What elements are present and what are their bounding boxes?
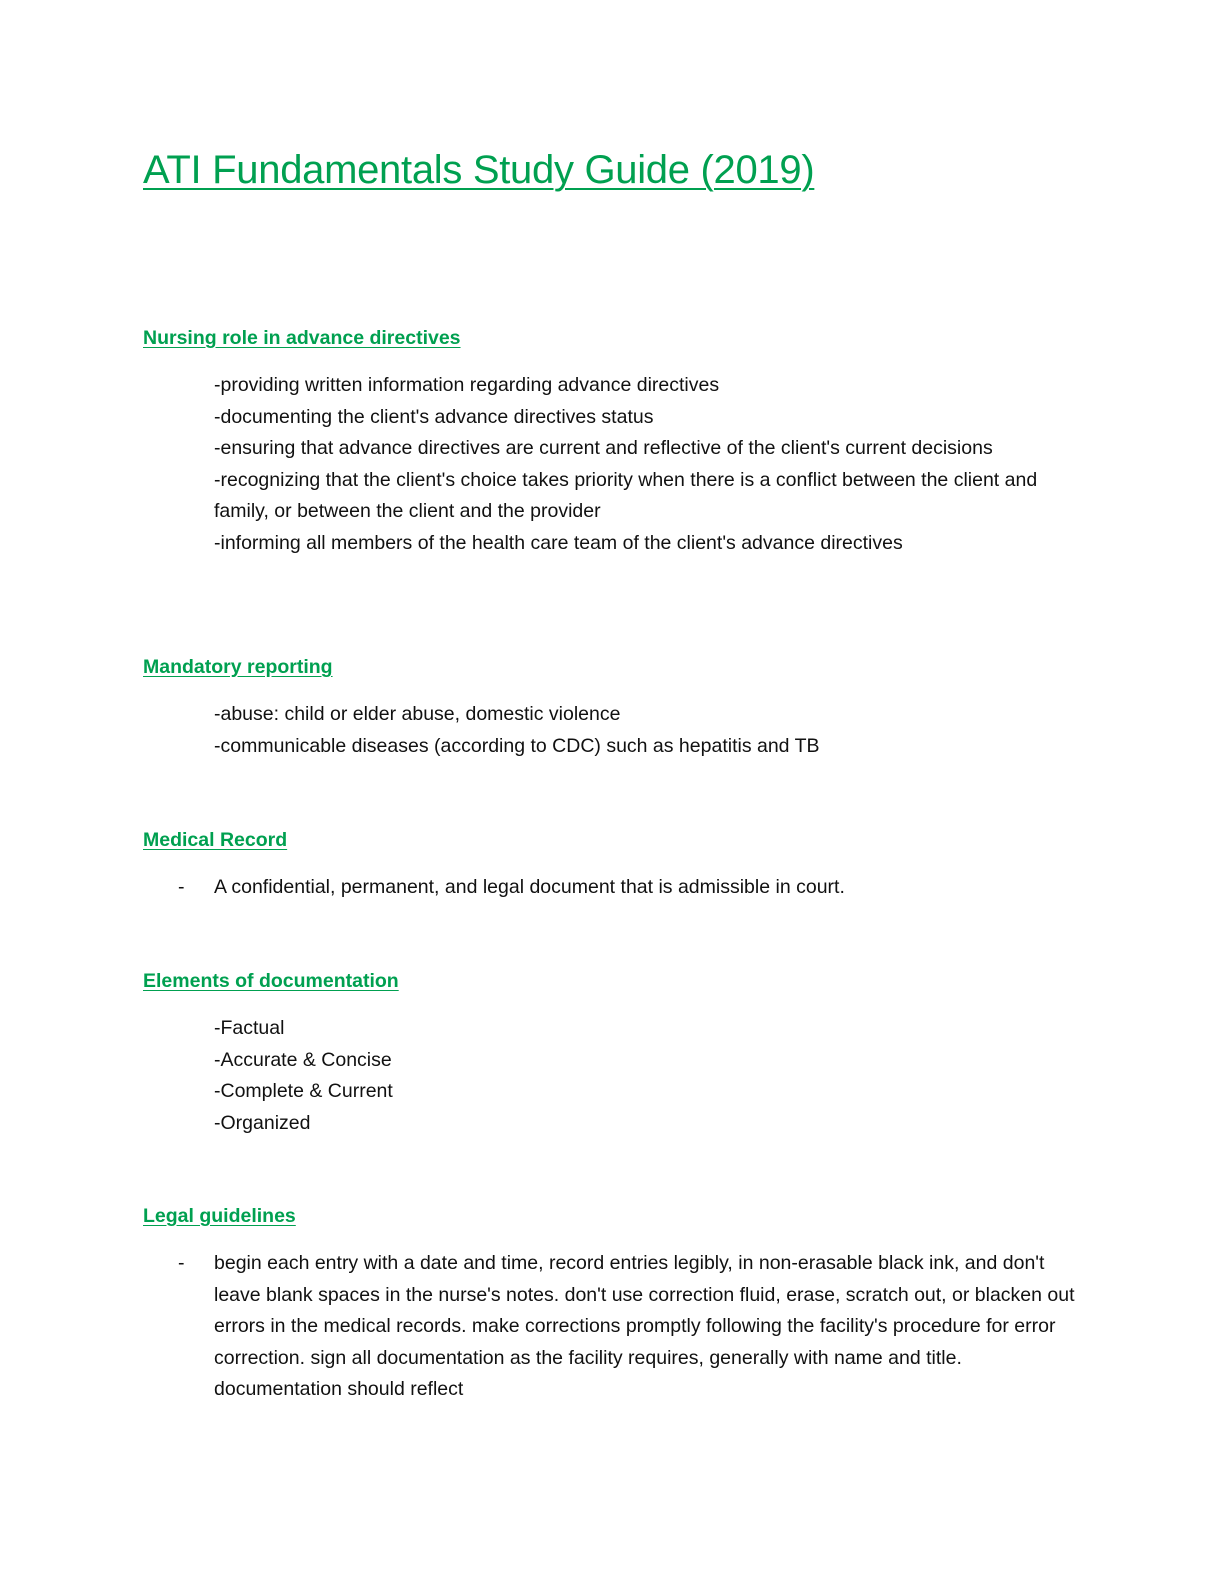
list-item <box>143 872 1083 904</box>
advance-directives-list <box>143 370 1083 559</box>
list-item: -documenting the client's advance directives status <box>214 405 654 428</box>
legal-guidelines-list <box>143 1248 1083 1406</box>
list-item: -communicable diseases (according to CDC) such as hepatitis and TB <box>214 734 820 757</box>
section-elements-of-documentation <box>143 968 1083 1139</box>
section-heading: Mandatory reporting <box>143 656 333 678</box>
list-item: -informing all members of the health care team of the client's advance directives <box>214 531 903 554</box>
section-medical-record <box>143 827 1083 904</box>
list-item: -abuse: child or elder abuse, domestic violence <box>214 703 621 725</box>
section-mandatory-reporting <box>143 654 1083 762</box>
medical-record-list <box>143 872 1083 904</box>
list-item: -providing written information regarding advance directives <box>214 374 720 396</box>
section-heading: Medical Record <box>143 829 288 851</box>
list-item: -Factual <box>214 1017 285 1039</box>
page-title: ATI Fundamentals Study Guide (2019) <box>143 148 815 192</box>
section-advance-directives <box>143 325 1083 559</box>
list-item: -ensuring that advance directives are current and reflective of the client's current decisions <box>214 437 993 459</box>
documentation-elements-list <box>143 1013 1083 1139</box>
section-heading: Nursing role in advance directives <box>143 327 461 349</box>
dash-bullet: - <box>178 1252 185 1274</box>
list-item: -Complete & Current <box>214 1080 393 1102</box>
dash-bullet: - <box>178 876 185 898</box>
list-item-text: begin each entry with a date and time, record entries legibly, in non-erasable black ink, and don't leave blank spaces in the nurse's notes. don't use correction fluid, erase, scratch out, or blacken out errors in the medical records. make corrections promptly following the facility's procedure for error correction. sign all documentation as the facility requires, generally with name and title. documentation should reflect <box>214 1252 1075 1400</box>
list-item: -Organized <box>214 1111 311 1134</box>
list-item-text: A confidential, permanent, and legal document that is admissible in court. <box>214 876 845 898</box>
list-item <box>143 1248 1083 1406</box>
list-item: -Accurate & Concise <box>214 1048 392 1071</box>
mandatory-reporting-list <box>143 699 1083 762</box>
list-item: -recognizing that the client's choice takes priority when there is a conflict between the client and family, or between the client and the provider <box>214 468 1038 522</box>
section-heading: Legal guidelines <box>143 1205 296 1227</box>
section-legal-guidelines <box>143 1203 1083 1406</box>
section-heading: Elements of documentation <box>143 970 399 992</box>
